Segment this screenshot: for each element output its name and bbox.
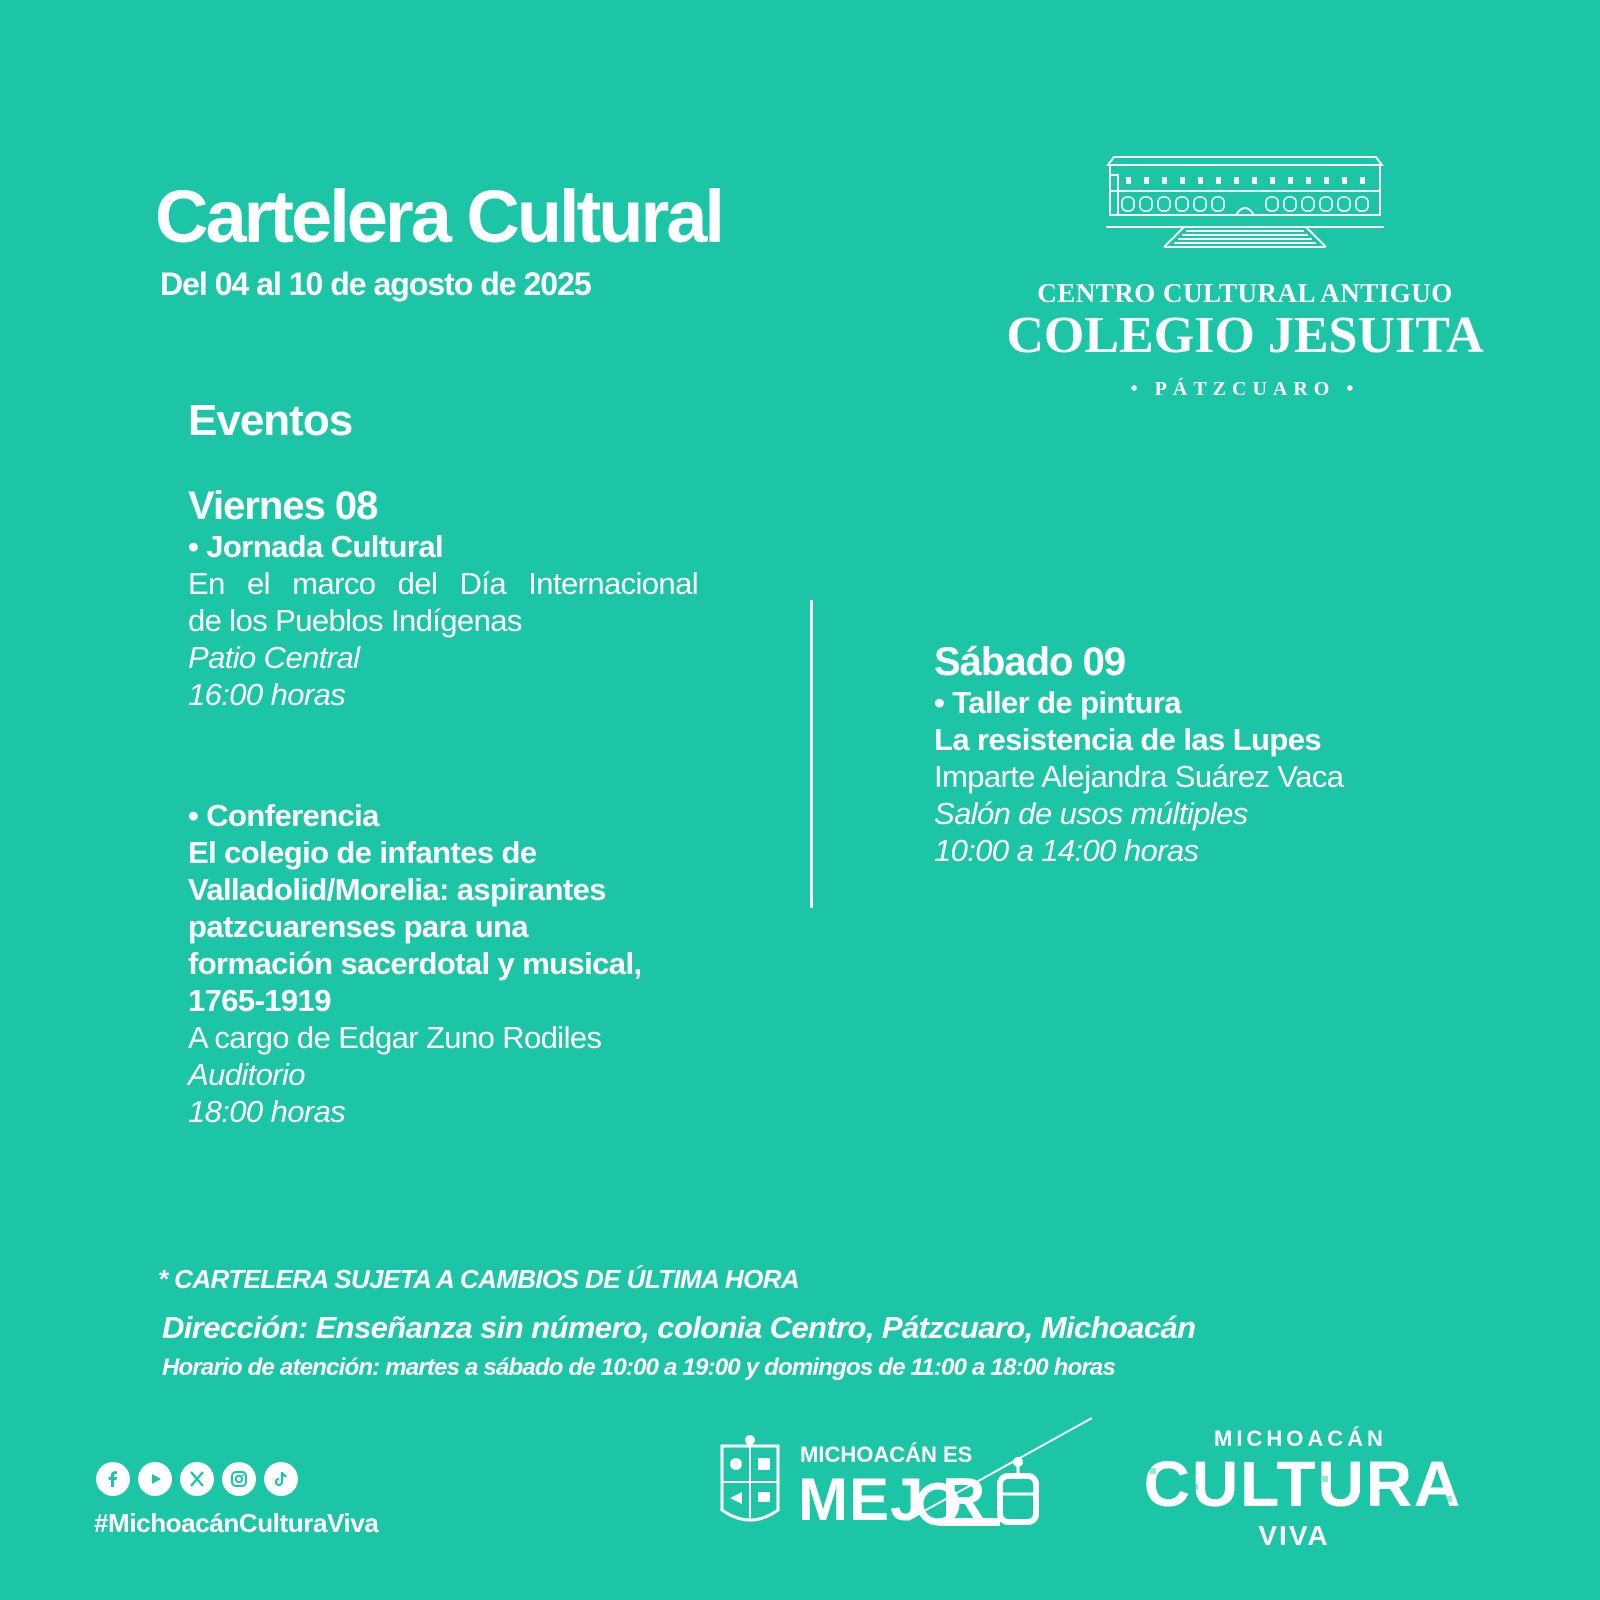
cultura-label: CULTURA [1143,1448,1463,1520]
event-title: • Conferencia [188,798,379,833]
day-heading: Viernes 08 [188,484,378,528]
event-title: • Taller de pintura [934,685,1181,720]
friday-events [188,484,698,1130]
hashtag: #MichoacánCulturaViva [94,1508,379,1538]
instagram-icon[interactable] [222,1462,256,1496]
event-location: Salón de usos múltiples [934,796,1248,831]
michoacan-label: MICHOACÁN [1214,1426,1387,1451]
state-crest-logo [718,1432,782,1534]
events-heading: Eventos [188,396,353,445]
event-subtitle: Valladolid/Morelia: aspirantes [188,872,606,907]
event-location: Patio Central [188,640,360,675]
event-subtitle: El colegio de infantes de [188,835,537,870]
event-time: 16:00 horas [188,677,346,712]
youtube-icon[interactable] [138,1462,172,1496]
mejor-label: MEJ R [798,1466,987,1533]
tiktok-icon[interactable] [264,1462,298,1496]
event-description: de los Pueblos Indígenas [188,603,522,638]
address: Dirección: Enseñanza sin número, colonia Centro, Pátzcuaro, Michoacán [162,1310,1196,1345]
facebook-icon[interactable] [96,1462,130,1496]
cable-car-icon [908,1410,1098,1530]
day-heading: Sábado 09 [934,640,1126,684]
opening-hours: Horario de atención: martes a sábado de 10:00 a 19:00 y domingos de 11:00 a 18:00 horas [162,1354,1116,1381]
event-location: Auditorio [188,1057,305,1092]
event-time: 10:00 a 14:00 horas [934,833,1199,868]
x-icon[interactable] [180,1462,214,1496]
event-subtitle: formación sacerdotal y musical, [188,946,642,981]
colegio-jesuita-building-logo [1104,155,1386,263]
viva-label: VIVA [1258,1520,1330,1551]
cultura-pattern-decoration [1136,1448,1470,1520]
date-range: Del 04 al 10 de agosto de 2025 [160,266,591,302]
event-subtitle: La resistencia de las Lupes [934,722,1321,757]
venue-city: • PÁTZCUARO • [1130,378,1360,400]
event-description: En el marco del Día Internacional [188,566,698,601]
event-title: • Jornada Cultural [188,529,443,564]
social-icons [96,1462,298,1496]
michoacan-es-label: MICHOACÁN ES [800,1442,973,1467]
venue-name-line1: CENTRO CULTURAL ANTIGUO [1037,278,1453,308]
event-description: A cargo de Edgar Zuno Rodiles [188,1020,602,1055]
saturday-events [934,640,1494,869]
disclaimer: * CARTELERA SUJETA A CAMBIOS DE ÚLTIMA HORA [158,1264,800,1294]
column-divider [810,600,813,908]
event-subtitle: 1765-1919 [188,983,331,1018]
event-time: 18:00 horas [188,1094,346,1129]
event-description: Imparte Alejandra Suárez Vaca [934,759,1344,794]
page-title: Cartelera Cultural [155,175,722,258]
venue-name-line2: COLEGIO JESUITA [1006,307,1484,364]
event-subtitle: patzcuarenses para una [188,909,529,944]
